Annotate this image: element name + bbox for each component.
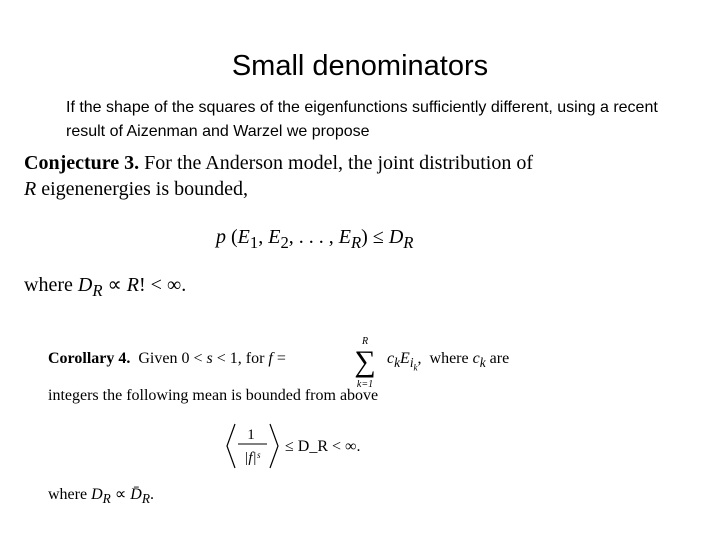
intro-text: If the shape of the squares of the eigenfunctions sufficiently different, using a recent result of Aizenman and Warzel we propose — [66, 99, 658, 140]
mean-rhs: ≤ D_R < ∞. — [285, 438, 361, 455]
sum-symbol — [345, 333, 385, 393]
corollary-where: where $D_R$ ∝ $D̄_R$. — [48, 486, 154, 507]
mean-equation — [225, 422, 425, 470]
conjecture-where: where $D_R \propto R$! < ∞. — [24, 274, 187, 300]
sum-lower: k=1 — [356, 379, 374, 390]
conjecture-line-1 — [24, 152, 533, 175]
corollary-after-sum: $c_kE_{i_k}$, where $c_k$ are — [387, 350, 510, 373]
conjecture-label: Conjecture 3. — [24, 152, 140, 174]
corollary-where-word: where — [48, 486, 88, 503]
slide-title: Small denominators — [231, 50, 489, 82]
sigma-icon: ∑ — [354, 345, 376, 378]
conjecture-line-2 — [24, 178, 248, 201]
right-angle-bracket-icon — [270, 424, 278, 468]
conjecture-text-2: eigenenergies is bounded, — [41, 178, 249, 200]
corollary-line-1 — [48, 350, 286, 368]
left-angle-bracket-icon — [227, 424, 235, 468]
corollary-label: Corollary 4. — [48, 350, 131, 367]
sum-upper: R — [361, 336, 369, 347]
mean-denominator: |f|ˢ — [244, 450, 260, 466]
conjecture-var-r: R — [24, 178, 37, 200]
corollary-given-text: Given 0 < s < 1, for f = — [134, 350, 286, 367]
conjecture-text-1: For the Anderson model, the joint distribution of — [144, 152, 534, 174]
corollary-line-2: integers the following mean is bounded from above — [48, 387, 379, 404]
conjecture-equation: p ($E_1$, $E_2$, . . . , $E_R) \le D_R$ — [216, 226, 414, 252]
mean-numerator: 1 — [247, 427, 255, 443]
conjecture-where-word: where — [24, 274, 73, 296]
